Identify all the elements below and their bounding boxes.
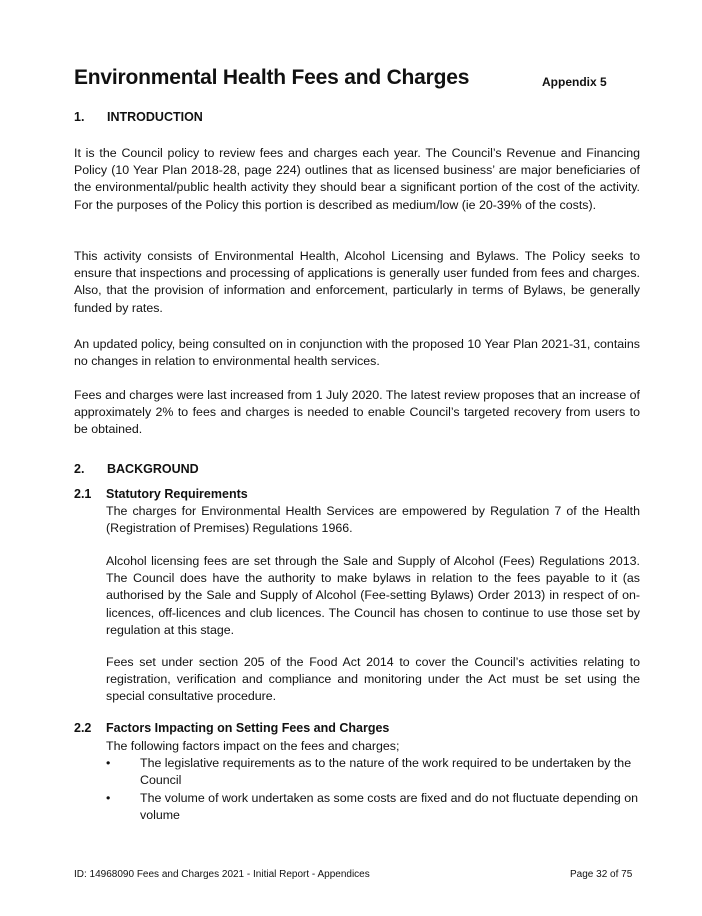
statutory-paragraph-2: Alcohol licensing fees are set through the Sale and Supply of Alcohol (Fees) Regulations 2013. The Council does have the authority to make bylaws in relation to the fees payable to it (as authorised by the Sale and Supply of Alcohol (Fee-setting Bylaws) Order 2013) in respect of on-licences, off-licences and club licences. The Council has chosen to continue to use those set by regulation at this stage. bbox=[106, 554, 640, 637]
footer-document-id: ID: 14968090 Fees and Charges 2021 - Initial Report - Appendices bbox=[74, 869, 370, 880]
statutory-paragraph-1: The charges for Environmental Health Services are empowered by Regulation 7 of the Health (Registration of Premises) Regulations 1966. bbox=[106, 504, 640, 536]
statutory-paragraph-3: Fees set under section 205 of the Food Act 2014 to cover the Council’s activities relating to registration, verification and compliance and monitoring under the Act must be set using the special consultative procedure. bbox=[106, 655, 640, 704]
appendix-label: Appendix 5 bbox=[542, 75, 607, 89]
intro-paragraph-2: This activity consists of Environmental Health, Alcohol Licensing and Bylaws. The Policy seeks to ensure that inspections and processing of applications is generally user funded from fees and charges. Also, that the provision of information and enforcement, particularly in terms of Bylaws, be generally funded by rates. bbox=[74, 249, 640, 315]
intro-paragraph-4: Fees and charges were last increased from 1 July 2020. The latest review proposes that an increase of approximately 2% to fees and charges is needed to enable Council’s targeted recovery from users to be obtained. bbox=[74, 388, 640, 437]
subsection-title: Statutory Requirements bbox=[106, 487, 248, 501]
factors-intro: The following factors impact on the fees and charges; bbox=[106, 739, 400, 753]
title-row bbox=[74, 66, 640, 90]
subsection-title: Factors Impacting on Setting Fees and Charges bbox=[106, 721, 390, 735]
subsection-number: 2.2 bbox=[74, 721, 92, 735]
intro-paragraph-3: An updated policy, being consulted on in conjunction with the proposed 10 Year Plan 2021-31, contains no changes in relation to environmental health services. bbox=[74, 337, 640, 369]
footer-page-number: Page 32 of 75 bbox=[570, 869, 633, 880]
section-number: 1. bbox=[74, 110, 85, 124]
section-heading-introduction bbox=[74, 110, 203, 124]
section-title: INTRODUCTION bbox=[107, 110, 203, 124]
list-item-text: The legislative requirements as to the nature of the work required to be undertaken by the Council bbox=[140, 756, 632, 788]
section-heading-background bbox=[74, 462, 199, 476]
section-number: 2. bbox=[74, 462, 85, 476]
bullet-icon: • bbox=[106, 791, 111, 805]
section-title: BACKGROUND bbox=[107, 462, 199, 476]
intro-paragraph-1: It is the Council policy to review fees and charges each year. The Council’s Revenue and Financing Policy (10 Year Plan 2018-28, page 224) outlines that as licensed business’ are major beneficiaries of the environmental/public health activity they should bear a significant portion of the cost of the activity. For the purposes of the Policy this portion is described as medium/low (ie 20-39% of the costs). bbox=[74, 146, 640, 212]
subsection-heading-factors bbox=[74, 721, 389, 735]
subsection-number: 2.1 bbox=[74, 487, 92, 501]
list-item-text: The volume of work undertaken as some costs are fixed and do not fluctuate depending on volume bbox=[140, 791, 638, 823]
page-title: Environmental Health Fees and Charges bbox=[74, 66, 470, 89]
subsection-heading-statutory bbox=[74, 487, 248, 501]
bullet-icon: • bbox=[106, 756, 111, 770]
